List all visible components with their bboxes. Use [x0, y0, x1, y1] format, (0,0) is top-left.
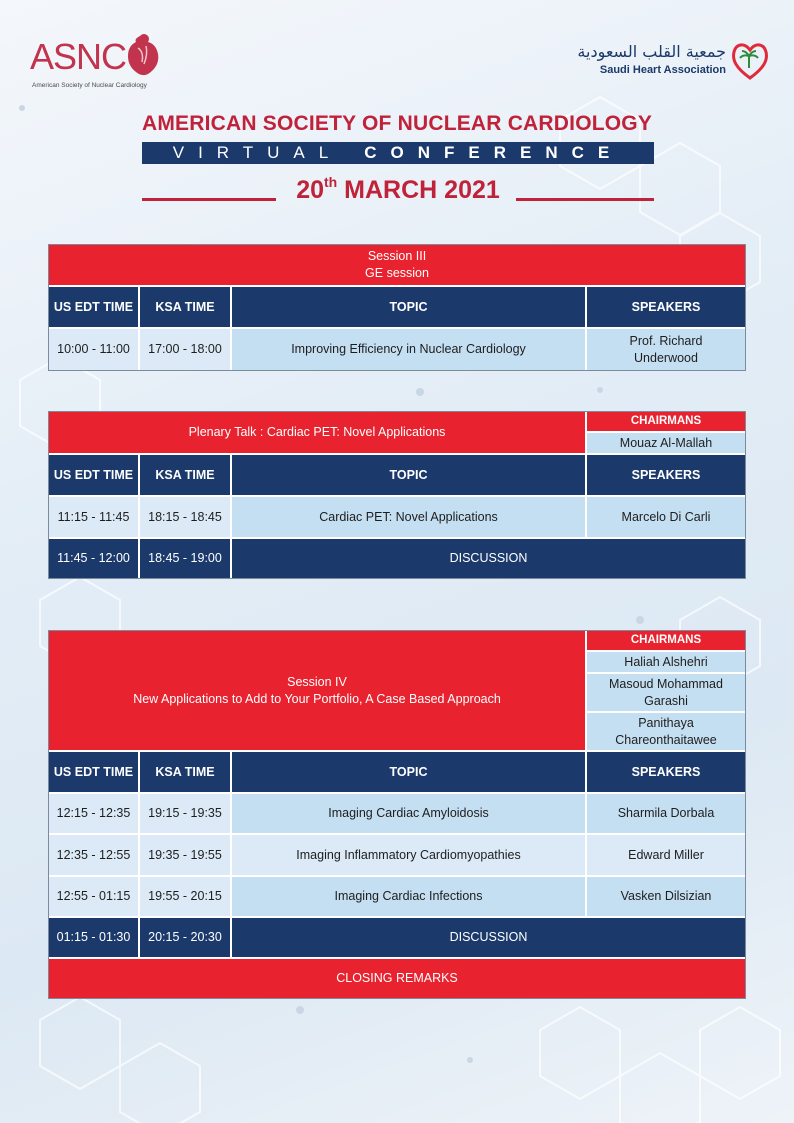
session-4-row-1-ksa-time: 19:15 - 19:35: [139, 793, 231, 834]
plenary-discussion-label: DISCUSSION: [231, 538, 746, 579]
col-header-ksa-time: KSA TIME: [139, 454, 231, 496]
plenary-chairmen-label: CHAIRMANS: [586, 411, 746, 432]
session-4-title-line2: New Applications to Add to Your Portfolio, A Case Based Approach: [133, 691, 501, 706]
asnc-logo-text: ASNC: [30, 36, 127, 77]
asnc-logo: [30, 28, 170, 98]
plenary-chairman-1: Mouaz Al-Mallah: [586, 432, 746, 454]
session-4-row-3-speaker: Vasken Dilsizian: [586, 876, 746, 917]
chairman-line2: Garashi: [644, 693, 688, 708]
chairman-line1: Panithaya: [638, 715, 694, 730]
banner-word-conference: CONFERENCE: [364, 143, 624, 162]
session-4-chairmen-label: CHAIRMANS: [586, 630, 746, 651]
chairman-line1: Masoud Mohammad: [609, 676, 723, 691]
col-header-ksa-time: KSA TIME: [139, 286, 231, 328]
plenary-title: Plenary Talk : Cardiac PET: Novel Applications: [48, 411, 586, 454]
date-month-year: MARCH 2021: [337, 176, 500, 204]
saudi-heart-association-logo: [577, 38, 770, 88]
session-4-discussion-us-time: 01:15 - 01:30: [48, 917, 139, 958]
session-4-row-3-topic: Imaging Cardiac Infections: [231, 876, 586, 917]
plenary-row-ksa-time: 18:15 - 18:45: [139, 496, 231, 538]
banner-word-virtual: VIRTUAL: [172, 143, 343, 162]
session-4-row-2-us-time: 12:35 - 12:55: [48, 834, 139, 876]
col-header-us-time: US EDT TIME: [48, 286, 139, 328]
session-4-row-3-us-time: 12:55 - 01:15: [48, 876, 139, 917]
session-4-row-3-ksa-time: 19:55 - 20:15: [139, 876, 231, 917]
col-header-us-time: US EDT TIME: [48, 454, 139, 496]
plenary-table: [48, 411, 746, 579]
session-4-row-1-speaker: Sharmila Dorbala: [586, 793, 746, 834]
anatomical-heart-icon: [126, 32, 160, 76]
session-4-row-2-speaker: Edward Miller: [586, 834, 746, 876]
event-date: [142, 176, 654, 210]
page-title: AMERICAN SOCIETY OF NUCLEAR CARDIOLOGY: [141, 112, 653, 135]
session-3-row-topic: Improving Efficiency in Nuclear Cardiology: [231, 328, 586, 371]
col-header-us-time: US EDT TIME: [48, 751, 139, 793]
session-3-title-line1: Session III: [367, 249, 427, 263]
col-header-topic: TOPIC: [231, 454, 586, 496]
session-4-row-1-topic: Imaging Cardiac Amyloidosis: [231, 793, 586, 834]
sha-arabic-name: جمعية القلب السعودية: [577, 42, 726, 61]
sha-english-name: Saudi Heart Association: [599, 64, 726, 76]
date-suffix: th: [324, 174, 338, 190]
col-header-topic: TOPIC: [231, 286, 586, 328]
session-4-row-2-topic: Imaging Inflammatory Cardiomyopathies: [231, 834, 586, 876]
table-frame: [48, 630, 746, 999]
speaker-line1: Prof. Richard: [629, 333, 703, 348]
palm-heart-icon: [730, 38, 770, 82]
virtual-conference-banner: [142, 142, 654, 164]
session-3-title-line2: GE session: [365, 266, 429, 280]
col-header-speakers: SPEAKERS: [586, 286, 746, 328]
col-header-topic: TOPIC: [231, 751, 586, 793]
chairman-line1: Haliah Alshehri: [624, 654, 708, 669]
session-3-table: [48, 244, 746, 371]
session-4-row-2-ksa-time: 19:35 - 19:55: [139, 834, 231, 876]
asnc-logo-subtitle: American Society of Nuclear Cardiology: [32, 82, 147, 89]
session-4-discussion-ksa-time: 20:15 - 20:30: [139, 917, 231, 958]
table-frame: [48, 411, 746, 579]
col-header-speakers: SPEAKERS: [586, 751, 746, 793]
plenary-row-topic: Cardiac PET: Novel Applications: [231, 496, 586, 538]
plenary-discussion-ksa-time: 18:45 - 19:00: [139, 538, 231, 579]
session-4-row-1-us-time: 12:15 - 12:35: [48, 793, 139, 834]
session-4-title-line1: Session IV: [287, 674, 347, 689]
date-text: [142, 176, 654, 205]
date-day: 20: [296, 176, 325, 204]
plenary-row-speaker: Marcelo Di Carli: [586, 496, 746, 538]
plenary-row-us-time: 11:15 - 11:45: [48, 496, 139, 538]
chairman-line2: Chareonthaitawee: [615, 732, 717, 747]
session-3-row-ksa-time: 17:00 - 18:00: [139, 328, 231, 371]
table-frame: [48, 244, 746, 371]
session-3-row-us-time: 10:00 - 11:00: [48, 328, 139, 371]
plenary-discussion-us-time: 11:45 - 12:00: [48, 538, 139, 579]
speaker-line2: Underwood: [634, 350, 698, 365]
col-header-ksa-time: KSA TIME: [139, 751, 231, 793]
session-4-table: [48, 630, 746, 999]
col-header-speakers: SPEAKERS: [586, 454, 746, 496]
closing-remarks: CLOSING REMARKS: [48, 958, 746, 999]
session-4-discussion-label: DISCUSSION: [231, 917, 746, 958]
